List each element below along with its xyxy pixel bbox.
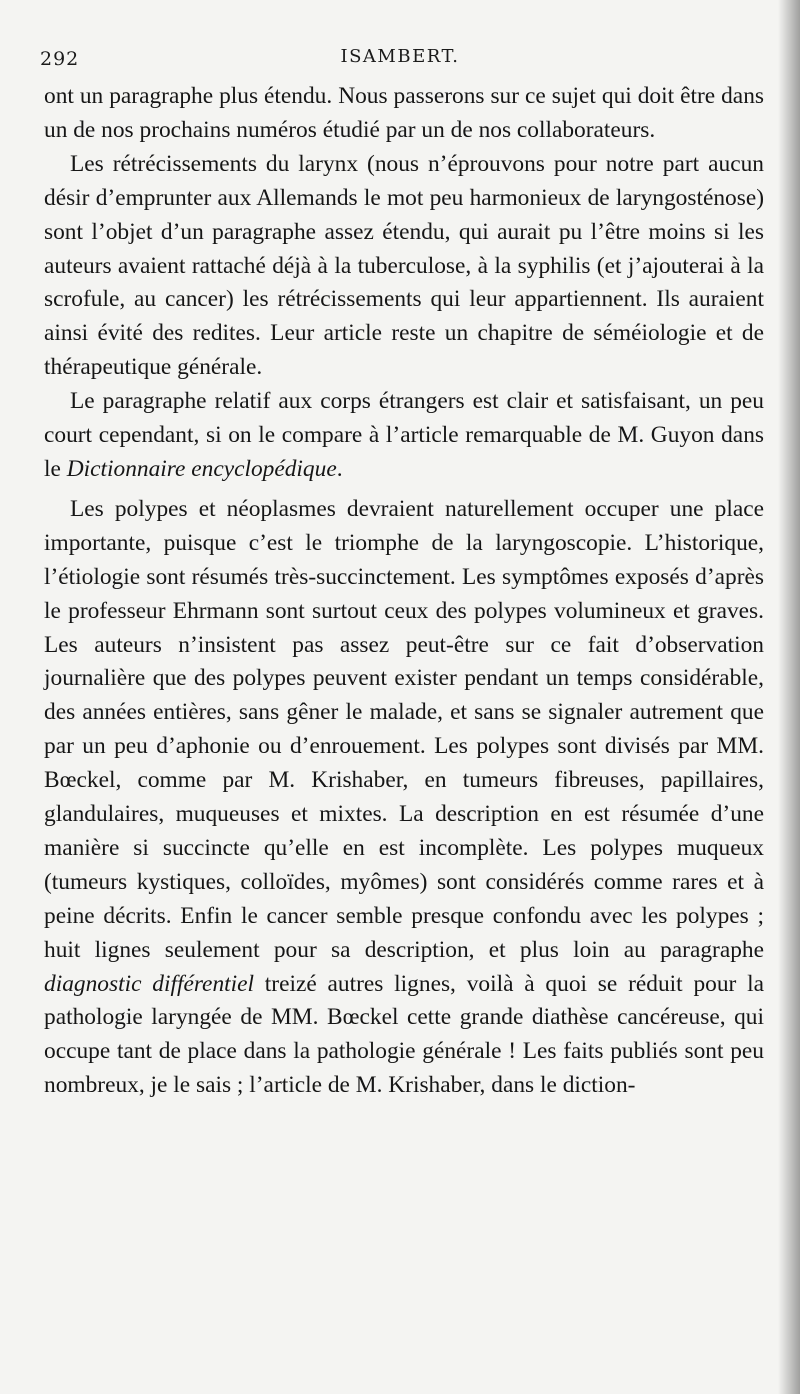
paragraph-3-text: Le paragraphe relatif aux corps étrangers est clair et satisfaisant, un peu court cependant, si on le compare à l’article remarquable de M. Guyon dans le — [44, 388, 764, 482]
paragraph-3-italic-title: Dictionnaire encyclopédique — [66, 455, 337, 482]
paragraph-4-italic-term: diagnostic différentiel — [44, 970, 255, 997]
paragraph-1 — [44, 80, 764, 148]
page-number: 292 — [40, 48, 80, 70]
body-text — [44, 80, 764, 1103]
page-header — [40, 42, 760, 74]
paragraph-1-text: ont un paragraphe plus étendu. Nous passerons sur ce sujet qui doit être dans un de nos prochains numéros étudié par un de nos collaborateurs. — [44, 83, 764, 143]
paragraph-3 — [44, 385, 764, 487]
paragraph-4 — [44, 493, 764, 1103]
paragraph-4-end: treizé autres lignes, voilà à quoi se réduit pour la pathologie laryngée de MM. Bœckel cette grande diathèse cancéreuse, qui occupe tant de place dans la pathologie générale ! Les faits publiés sont peu nombreux, je le sais ; l’article de M. Krishaber, dans le diction- — [44, 970, 764, 1099]
paragraph-2-text: Les rétrécissements du larynx (nous n’éprouvons pour notre part aucun désir d’emprunter aux Allemands le mot peu harmonieux de laryngosténose) sont l’objet d’un paragraphe assez étendu, qui aurait pu l’être moins si les auteurs avaient rattaché déjà à la tuberculose, à la syphilis (et j’ajouterai à la scrofule, au cancer) les rétrécissements qui leur appartiennent. Ils auraient ainsi évité des redites. Leur article reste un chapitre de séméiologie et de thérapeutique générale. — [44, 150, 764, 381]
running-head: ISAMBERT. — [340, 46, 460, 67]
paragraph-3-end: . — [336, 455, 343, 482]
page-edge-shadow — [778, 0, 800, 1394]
paragraph-4-text: Les polypes et néoplasmes devraient naturellement occuper une place importante, puisque c’est le triomphe de la laryngoscopie. L’historique, l’étiologie sont résumés très-succinctement. Les symptômes exposés d’après le professeur Ehrmann sont surtout ceux des polypes volumineux et graves. Les auteurs n’insistent pas assez peut-être sur ce fait d’observation journalière que des polypes peuvent exister pendant un temps considérable, des années entières, sans gêner le malade, et sans se signaler autrement que par un peu d’aphonie ou d’enrouement. Les polypes sont divisés par MM. Bœckel, comme par M. Krishaber, en tumeurs fibreuses, papillaires, glandulaires, muqueuses et mixtes. La description en est résumée d’une manière si succincte qu’elle en est incomplète. Les polypes muqueux (tumeurs kystiques, colloïdes, myômes) sont considérés comme rares et à peine décrits. Enfin le cancer semble presque confondu avec les polypes ; huit lignes seulement pour sa description, et plus loin au paragraphe — [44, 495, 764, 963]
paragraph-2 — [44, 148, 764, 385]
